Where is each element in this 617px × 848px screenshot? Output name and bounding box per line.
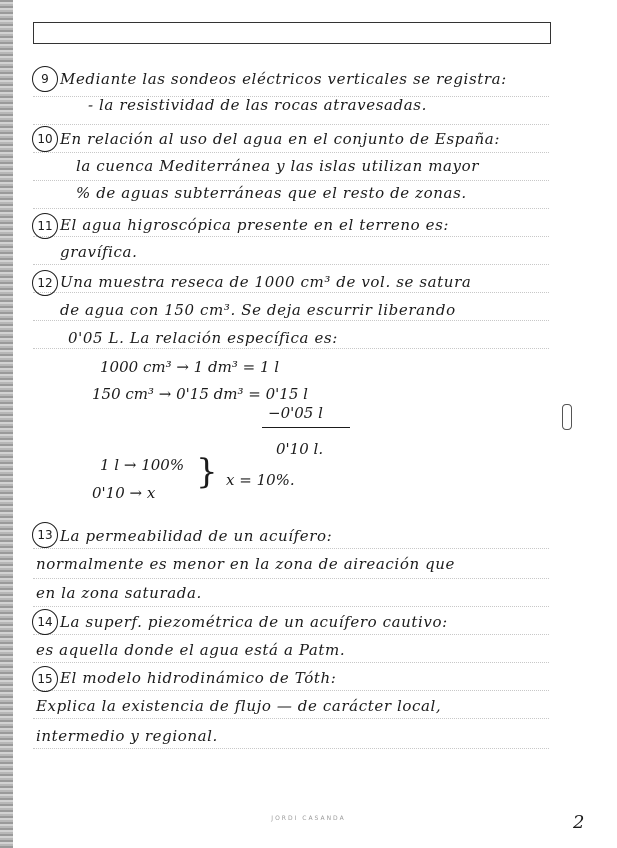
question-number-13: 13 [32, 522, 58, 548]
ruled-line [33, 236, 549, 237]
ruled-line [33, 348, 549, 349]
ruled-line [33, 748, 549, 749]
question-12-line: 0'05 L. La relación específica es: [68, 329, 338, 347]
calc-rule [262, 427, 350, 428]
header-box [33, 22, 551, 44]
ruled-line [33, 152, 549, 153]
question-14-answer: es aquella donde el agua está a Patm. [36, 641, 346, 659]
ruled-line [33, 124, 549, 125]
question-15-line: El modelo hidrodinámico de Tóth: [60, 669, 337, 687]
calc-prop-1: 1 l → 100% [100, 456, 185, 474]
question-13-line: La permeabilidad de un acuífero: [60, 527, 333, 545]
footer-name: JORDI CASANDA [271, 815, 346, 822]
question-10-answer: la cuenca Mediterránea y las islas utilizan mayor [76, 157, 480, 175]
ruled-line [33, 606, 549, 607]
ruled-line [33, 578, 549, 579]
calc-line-2: 150 cm³ → 0'15 dm³ = 0'15 l [92, 385, 308, 403]
calc-answer: x = 10%. [226, 471, 295, 489]
question-13-answer: normalmente es menor en la zona de aireación que [36, 555, 456, 573]
ruled-line [33, 634, 549, 635]
scan-edge [0, 0, 13, 848]
question-10-line: En relación al uso del agua en el conjunto de España: [60, 130, 500, 148]
ruled-line [33, 718, 549, 719]
calc-result: 0'10 l. [276, 440, 324, 458]
question-15-answer: intermedio y regional. [36, 727, 218, 745]
question-13-answer: en la zona saturada. [36, 584, 202, 602]
question-number-12: 12 [32, 270, 58, 296]
question-10-answer: % de aguas subterráneas que el resto de zonas. [76, 184, 467, 202]
page-number: 2 [573, 812, 585, 833]
ruled-line [33, 264, 549, 265]
ruled-line [33, 662, 549, 663]
question-14-line: La superf. piezométrica de un acuífero cautivo: [60, 613, 448, 631]
question-number-10: 10 [32, 126, 58, 152]
question-number-11: 11 [32, 213, 58, 239]
calc-prop-2: 0'10 → x [92, 484, 156, 502]
ruled-line [33, 208, 549, 209]
question-12-line: Una muestra reseca de 1000 cm³ de vol. se satura [60, 273, 472, 291]
question-number-9: 9 [32, 66, 58, 92]
calc-brace: } [196, 452, 218, 492]
question-11-answer: gravífica. [60, 243, 138, 261]
margin-mark [562, 404, 572, 430]
ruled-line [33, 320, 549, 321]
calc-line-1: 1000 cm³ → 1 dm³ = 1 l [100, 358, 280, 376]
question-11-line: El agua higroscópica presente en el terreno es: [60, 216, 450, 234]
ruled-line [33, 548, 549, 549]
question-number-15: 15 [32, 666, 58, 692]
calc-line-3: −0'05 l [268, 404, 323, 422]
ruled-line [33, 690, 549, 691]
question-9-answer: - la resistividad de las rocas atravesadas. [88, 96, 427, 114]
question-9-line: Mediante las sondeos eléctricos verticales se registra: [60, 70, 507, 88]
question-12-line: de agua con 150 cm³. Se deja escurrir liberando [60, 301, 456, 319]
question-number-14: 14 [32, 609, 58, 635]
ruled-line [33, 292, 549, 293]
question-15-answer: Explica la existencia de flujo — de carácter local, [36, 697, 442, 715]
ruled-line [33, 180, 549, 181]
